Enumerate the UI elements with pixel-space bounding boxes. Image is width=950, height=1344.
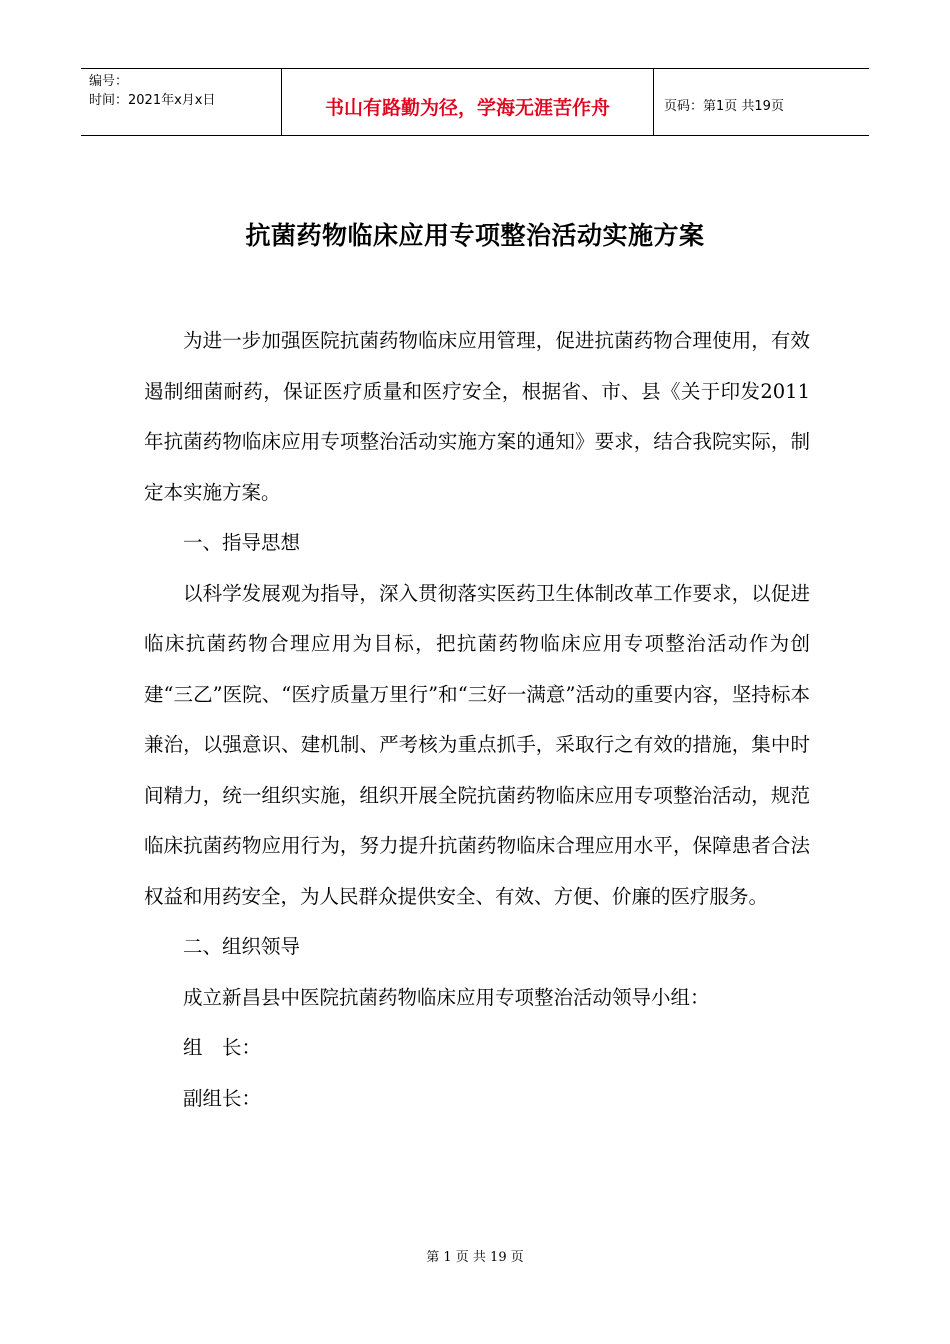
guiding-thought-paragraph: 以科学发展观为指导，深入贯彻落实医药卫生体制改革工作要求，以促进临床抗菌药物合理应用为目标，把抗菌药物临床应用专项整治活动作为创建“三乙”医院、“医疗质量万里行”和“三好一满意”活动的重要内容，坚持标本兼治，以强意识、建机制、严考核为重点抓手，采取行之有效的措施，集中时间精力，统一组织实施，组织开展全院抗菌药物临床应用专项整治活动，规范临床抗菌药物应用行为，努力提升抗菌药物临床合理应用水平，保障患者合法权益和用药安全，为人民群众提供安全、有效、方便、价廉的医疗服务。 [144, 581, 810, 908]
section-heading-organization: 二、组织领导 [183, 935, 301, 958]
header-page-info: 页码：第1页 共19页 [664, 98, 784, 114]
header-page-cell [654, 69, 869, 135]
page-footer: 第 1 页 共 19 页 [426, 1250, 524, 1265]
document-number-label: 编号： [89, 74, 129, 89]
header-meta-cell [81, 69, 281, 135]
header-motto-cell [281, 69, 654, 135]
deputy-leader-line: 副组长： [183, 1086, 262, 1110]
document-header [81, 68, 869, 136]
section-heading-guiding-thought: 一、指导思想 [183, 531, 301, 554]
intro-paragraph: 为进一步加强医院抗菌药物临床应用管理，促进抗菌药物合理使用，有效遏制细菌耐药，保证医疗质量和医疗安全，根据省、市、县《关于印发2011年抗菌药物临床应用专项整治活动实施方案的通知》要求，结合我院实际，制定本实施方案。 [144, 329, 810, 504]
document-body [144, 316, 810, 1124]
leadership-group-paragraph: 成立新昌县中医院抗菌药物临床应用专项整治活动领导小组： [183, 985, 710, 1009]
document-time-label: 时间：2021年x月x日 [89, 93, 216, 108]
header-motto: 书山有路勤为径，学海无涯苦作舟 [324, 96, 610, 119]
group-leader-line: 组 长： [183, 1036, 262, 1059]
document-title: 抗菌药物临床应用专项整治活动实施方案 [245, 221, 705, 250]
